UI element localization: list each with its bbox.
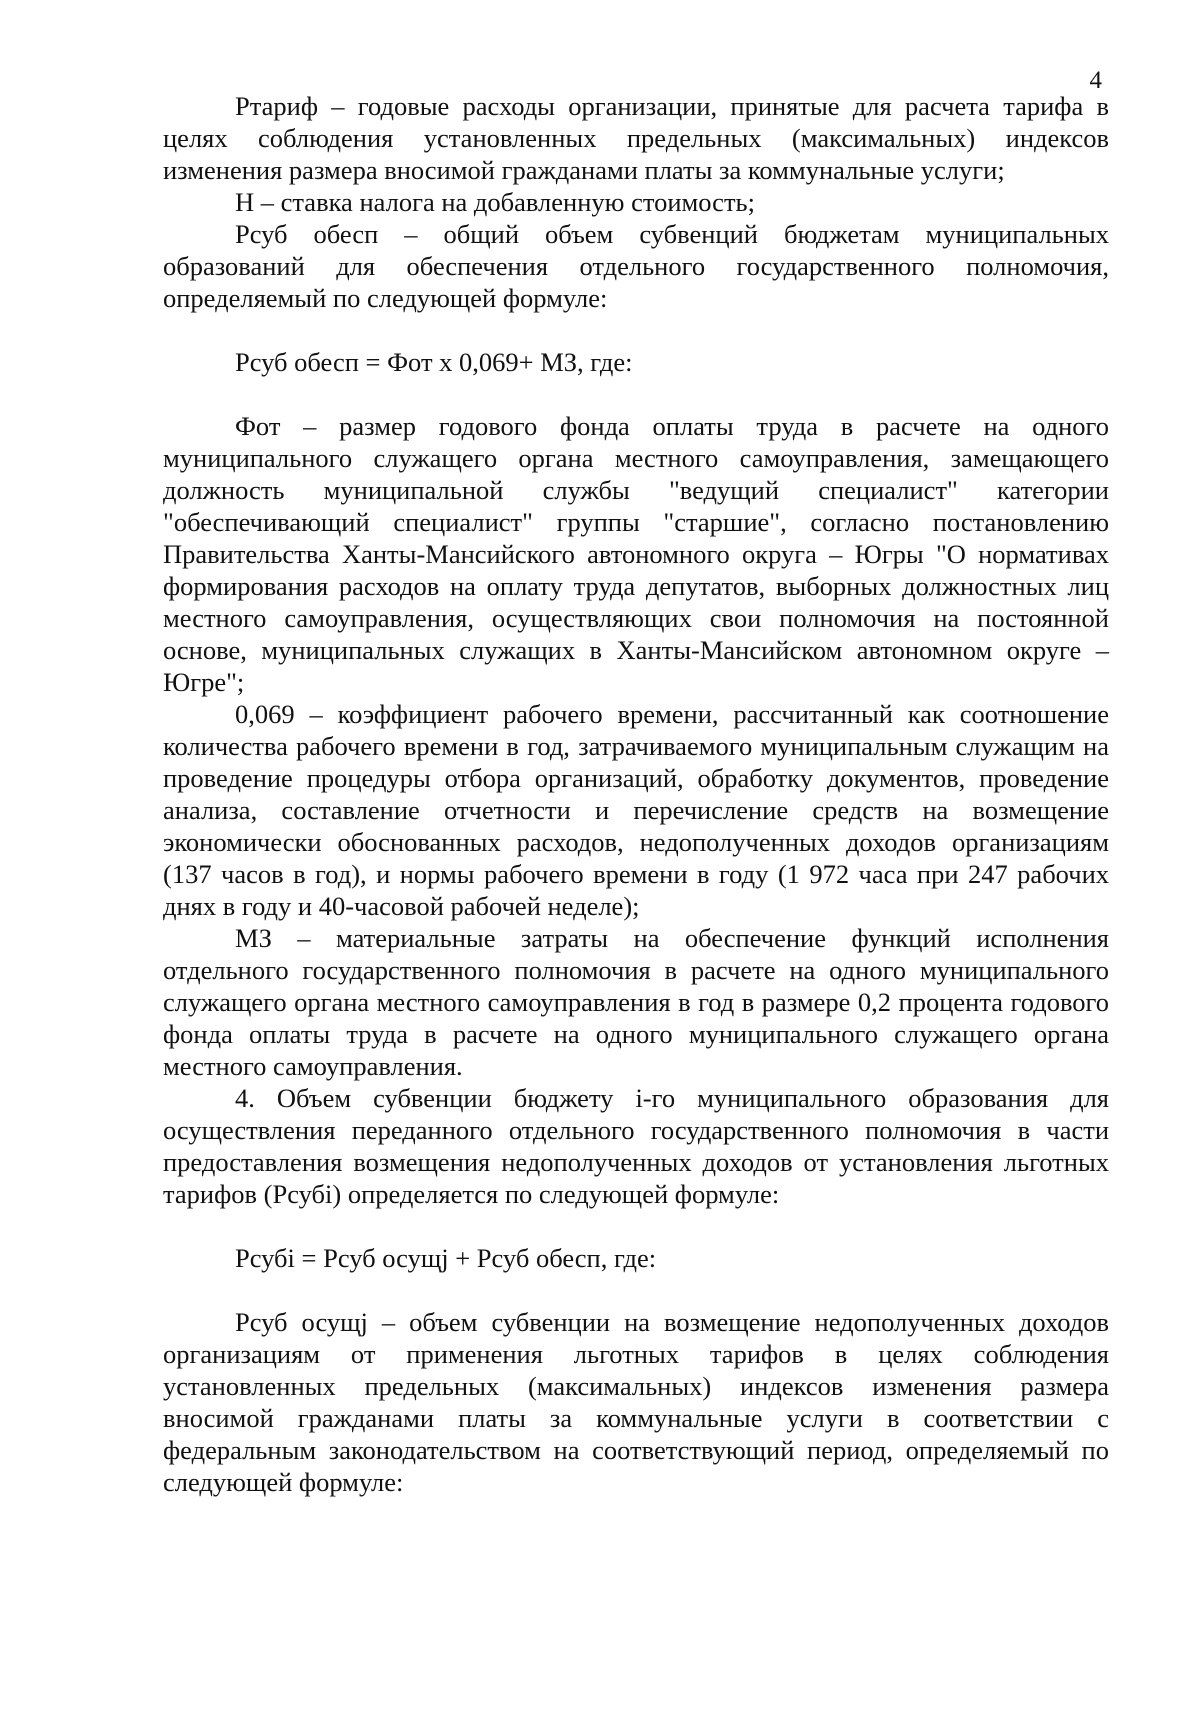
paragraph-item-4: 4. Объем субвенции бюджету i-го муниципального образования для осуществления переданного отдельного государственного полномочия в части предоставления возмещения недополученных доходов от установления льготных тарифов (Рсубi) определяется по следующей формуле:	[163, 1083, 1109, 1209]
paragraph-coefficient-definition: 0,069 – коэффициент рабочего времени, рассчитанный как соотношение количества рабочего времени в год, затрачиваемого муниципальным служащим на проведение процедуры отбора организаций, обработку документов, проведение анализа, составление отчетности и перечисление средств на возмещение экономически обоснованных расходов, недополученных доходов организациям (137 часов в год), и нормы рабочего времени в году (1 972 часа при 247 рабочих днях в году и 40-часовой рабочей неделе);	[163, 699, 1109, 921]
paragraph-tarif-definition: Ртариф – годовые расходы организации, принятые для расчета тарифа в целях соблюдения установленных предельных (максимальных) индексов изменения размера вносимой гражданами платы за коммунальные услуги;	[163, 91, 1109, 185]
formula-rsub-obesp: Рсуб обесп = Фот х 0,069+ МЗ, где:	[235, 347, 633, 377]
spacer	[163, 1210, 1109, 1242]
spacer	[163, 314, 1109, 346]
paragraph-rsub-osush-definition: Рсуб осущj – объем субвенции на возмещение недополученных доходов организациям от применения льготных тарифов в целях соблюдения установленных предельных (максимальных) индексов изменения размера вносимой гражданами платы за коммунальные услуги в соответствии с федеральным законодательством на соответствующий период, определяемый по следующей формуле:	[163, 1307, 1109, 1497]
formula-rsub-i: Рсубi = Рсуб осущj + Рсуб обесп, где:	[235, 1243, 657, 1273]
spacer	[163, 1274, 1109, 1306]
paragraph-vat-definition: Н – ставка налога на добавленную стоимость;	[235, 187, 755, 217]
spacer	[163, 378, 1109, 410]
paragraph-fot-definition: Фот – размер годового фонда оплаты труда в расчете на одного муниципального служащего органа местного самоуправления, замещающего должность муниципальной службы "ведущий специалист" категории "обеспечивающий специалист" группы "старшие", согласно постановлению Правительства Ханты-Мансийского автономного округа – Югры "О нормативах формирования расходов на оплату труда депутатов, выборных должностных лиц местного самоуправления, осуществляющих свои полномочия на постоянной основе, муниципальных служащих в Ханты-Мансийском автономном округе – Югре";	[163, 411, 1109, 697]
paragraph-mz-definition: МЗ – материальные затраты на обеспечение функций исполнения отдельного государственного полномочия в расчете на одного муниципального служащего органа местного самоуправления в год в размере 0,2 процента годового фонда оплаты труда в расчете на одного муниципального служащего органа местного самоуправления.	[163, 923, 1109, 1081]
page-number: 4	[1089, 67, 1102, 94]
document-body	[163, 90, 1109, 1498]
paragraph-rsub-obesp-definition: Рсуб обесп – общий объем субвенций бюджетам муниципальных образований для обеспечения отдельного государственного полномочия, определяемый по следующей формуле:	[163, 219, 1109, 313]
